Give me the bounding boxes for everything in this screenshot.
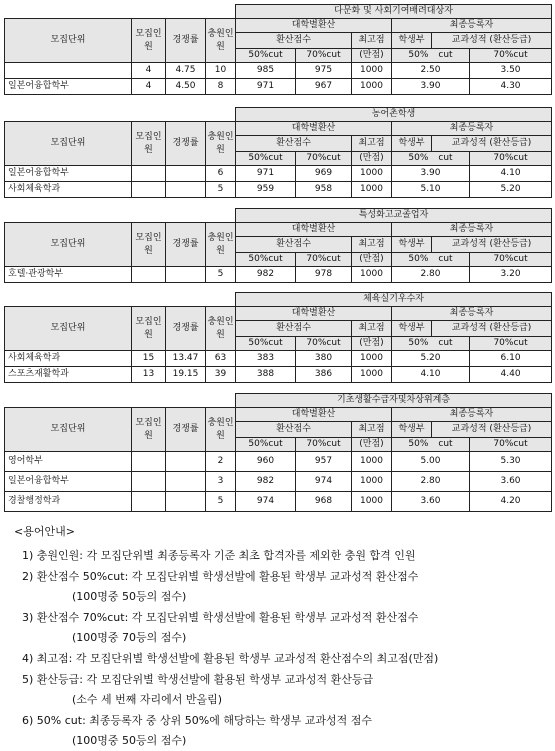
cell-extra: 10 bbox=[206, 63, 236, 79]
header-blank bbox=[5, 394, 236, 408]
cell-grade-70: 4.20 bbox=[470, 492, 552, 512]
col-s70: 70%cut bbox=[296, 337, 352, 351]
g50-label: 50% bbox=[408, 439, 429, 449]
col-max-unit: (만점) bbox=[352, 438, 392, 452]
cell-grade-50: 2.80 bbox=[392, 267, 470, 283]
admission-table-2 bbox=[4, 107, 551, 198]
terms-guide bbox=[14, 523, 544, 751]
cell-quota bbox=[132, 472, 166, 492]
cell-score-50: 974 bbox=[236, 492, 296, 512]
cell-extra: 5 bbox=[206, 182, 236, 198]
cell-grade-50: 2.80 bbox=[392, 472, 470, 492]
cell-unit: 사회체육학과 bbox=[5, 182, 132, 198]
col-ratio: 경쟁률 bbox=[166, 307, 206, 351]
g50-label: 50% bbox=[408, 254, 429, 264]
category-title: 농어촌학생 bbox=[236, 108, 552, 122]
col-s50: 50%cut bbox=[236, 438, 296, 452]
col-g50 bbox=[392, 438, 470, 452]
group-final: 최종등록자 bbox=[392, 307, 552, 321]
col-unit: 모집단위 bbox=[5, 122, 132, 166]
col-g50 bbox=[392, 337, 470, 351]
header-blank bbox=[5, 108, 236, 122]
table-row bbox=[5, 452, 552, 472]
col-grade: 교과성적 (환산등급) bbox=[432, 237, 552, 253]
g50-label: 50% bbox=[408, 338, 429, 348]
cell-max: 1000 bbox=[352, 182, 392, 198]
cell-unit: 호텔·관광학부 bbox=[5, 267, 132, 283]
guide-item-1: 1) 충원인원: 각 모집단위별 최종등록자 기준 최초 합격자를 제외한 충원 합격 인원 bbox=[22, 549, 416, 562]
cell-unit: 영어학부 bbox=[5, 452, 132, 472]
cell-score-50: 971 bbox=[236, 166, 296, 182]
col-g50 bbox=[392, 49, 470, 63]
cell-score-70: 968 bbox=[296, 492, 352, 512]
col-g50 bbox=[392, 253, 470, 267]
cell-max: 1000 bbox=[352, 351, 392, 367]
cell-max: 1000 bbox=[352, 79, 392, 95]
g50-cut-label: cut bbox=[438, 254, 453, 264]
col-unit: 모집단위 bbox=[5, 19, 132, 63]
col-quota: 모집인원 bbox=[132, 307, 166, 351]
guide-item-6: 6) 50% cut: 최종등록자 중 상위 50%에 해당하는 학생부 교과성적 점수 bbox=[22, 714, 372, 727]
cell-score-50: 982 bbox=[236, 472, 296, 492]
cell-score-50: 971 bbox=[236, 79, 296, 95]
admission-table-3 bbox=[4, 208, 551, 283]
cell-grade-70: 4.40 bbox=[470, 367, 552, 383]
header-blank bbox=[5, 5, 236, 19]
col-s70: 70%cut bbox=[296, 438, 352, 452]
cell-max: 1000 bbox=[352, 452, 392, 472]
category-title: 다문화 및 사회기여배려대상자 bbox=[236, 5, 552, 19]
cell-extra: 39 bbox=[206, 367, 236, 383]
cell-score-50: 982 bbox=[236, 267, 296, 283]
cell-max: 1000 bbox=[352, 472, 392, 492]
g50-cut-label: cut bbox=[438, 338, 453, 348]
guide-title: <용어안내> bbox=[14, 525, 75, 538]
col-g70: 70%cut bbox=[470, 438, 552, 452]
cell-score-70: 969 bbox=[296, 166, 352, 182]
cell-score-50: 959 bbox=[236, 182, 296, 198]
col-score: 환산점수 bbox=[236, 321, 352, 337]
col-student-record: 학생부 bbox=[392, 422, 432, 438]
cell-score-70: 978 bbox=[296, 267, 352, 283]
col-unit: 모집단위 bbox=[5, 307, 132, 351]
col-max-unit: (만점) bbox=[352, 49, 392, 63]
category-title: 기초생활수급자및차상위계층 bbox=[236, 394, 552, 408]
cell-grade-70: 3.60 bbox=[470, 472, 552, 492]
cell-grade-50: 5.10 bbox=[392, 182, 470, 198]
col-student-record: 학생부 bbox=[392, 321, 432, 337]
cell-quota bbox=[132, 452, 166, 472]
cell-unit: 사회체육학과 bbox=[5, 351, 132, 367]
group-conversion: 대학별환산 bbox=[236, 122, 392, 136]
col-extra: 충원인원 bbox=[206, 408, 236, 452]
cell-grade-70: 3.20 bbox=[470, 267, 552, 283]
header-blank bbox=[5, 293, 236, 307]
col-score: 환산점수 bbox=[236, 237, 352, 253]
cell-score-50: 383 bbox=[236, 351, 296, 367]
col-s50: 50%cut bbox=[236, 253, 296, 267]
group-conversion: 대학별환산 bbox=[236, 223, 392, 237]
cell-grade-50: 5.00 bbox=[392, 452, 470, 472]
cell-max: 1000 bbox=[352, 492, 392, 512]
col-max: 최고점 bbox=[352, 321, 392, 337]
cell-quota bbox=[132, 492, 166, 512]
cell-ratio bbox=[166, 472, 206, 492]
col-extra: 충원인원 bbox=[206, 307, 236, 351]
col-extra: 충원인원 bbox=[206, 122, 236, 166]
cell-extra: 5 bbox=[206, 492, 236, 512]
col-ratio: 경쟁률 bbox=[166, 223, 206, 267]
cell-score-70: 386 bbox=[296, 367, 352, 383]
cell-extra: 8 bbox=[206, 79, 236, 95]
admission-table-1 bbox=[4, 4, 551, 95]
cell-unit: 스포츠재활학과 bbox=[5, 367, 132, 383]
col-extra: 충원인원 bbox=[206, 223, 236, 267]
cell-extra: 63 bbox=[206, 351, 236, 367]
g50-cut-label: cut bbox=[438, 50, 453, 60]
cell-grade-50: 2.50 bbox=[392, 63, 470, 79]
guide-item-5-note: (소수 세 번째 자리에서 반올림) bbox=[72, 693, 223, 706]
col-unit: 모집단위 bbox=[5, 408, 132, 452]
admission-table-5 bbox=[4, 393, 551, 512]
table-row bbox=[5, 492, 552, 512]
cell-grade-50: 3.90 bbox=[392, 166, 470, 182]
guide-item-3: 3) 환산점수 70%cut: 각 모집단위별 학생선발에 활용된 학생부 교과성적 환산점수 bbox=[22, 611, 419, 624]
table-row bbox=[5, 267, 552, 283]
col-max-unit: (만점) bbox=[352, 253, 392, 267]
cell-ratio bbox=[166, 492, 206, 512]
col-g70: 70%cut bbox=[470, 253, 552, 267]
cell-quota: 4 bbox=[132, 63, 166, 79]
col-max: 최고점 bbox=[352, 237, 392, 253]
cell-max: 1000 bbox=[352, 367, 392, 383]
col-grade: 교과성적 (환산등급) bbox=[432, 321, 552, 337]
cell-unit: 일본어융합학부 bbox=[5, 472, 132, 492]
col-student-record: 학생부 bbox=[392, 237, 432, 253]
group-conversion: 대학별환산 bbox=[236, 408, 392, 422]
col-quota: 모집인원 bbox=[132, 19, 166, 63]
table-row bbox=[5, 472, 552, 492]
cell-quota bbox=[132, 182, 166, 198]
cell-unit: 경찰행정학과 bbox=[5, 492, 132, 512]
col-s70: 70%cut bbox=[296, 152, 352, 166]
cell-extra: 3 bbox=[206, 472, 236, 492]
col-grade: 교과성적 (환산등급) bbox=[432, 422, 552, 438]
cell-max: 1000 bbox=[352, 63, 392, 79]
table-row bbox=[5, 79, 552, 95]
cell-score-50: 985 bbox=[236, 63, 296, 79]
col-max-unit: (만점) bbox=[352, 337, 392, 351]
category-title: 특성화고교졸업자 bbox=[236, 209, 552, 223]
col-quota: 모집인원 bbox=[132, 122, 166, 166]
cell-grade-70: 4.30 bbox=[470, 79, 552, 95]
guide-item-2: 2) 환산점수 50%cut: 각 모집단위별 학생선발에 활용된 학생부 교과성적 환산점수 bbox=[22, 570, 419, 583]
g50-label: 50% bbox=[408, 153, 429, 163]
col-score: 환산점수 bbox=[236, 422, 352, 438]
cell-grade-70: 5.20 bbox=[470, 182, 552, 198]
admission-table-4 bbox=[4, 292, 551, 383]
group-final: 최종등록자 bbox=[392, 223, 552, 237]
col-quota: 모집인원 bbox=[132, 223, 166, 267]
table-row bbox=[5, 182, 552, 198]
cell-quota: 15 bbox=[132, 351, 166, 367]
cell-score-70: 974 bbox=[296, 472, 352, 492]
table-row bbox=[5, 166, 552, 182]
col-max-unit: (만점) bbox=[352, 152, 392, 166]
col-unit: 모집단위 bbox=[5, 223, 132, 267]
cell-score-70: 967 bbox=[296, 79, 352, 95]
col-g70: 70%cut bbox=[470, 337, 552, 351]
cell-extra: 5 bbox=[206, 267, 236, 283]
cell-score-70: 957 bbox=[296, 452, 352, 472]
cell-ratio: 4.50 bbox=[166, 79, 206, 95]
cell-grade-70: 4.10 bbox=[470, 166, 552, 182]
guide-item-5: 5) 환산등급: 각 모집단위별 학생선발에 활용된 학생부 교과성적 환산등급 bbox=[22, 673, 374, 686]
cell-ratio: 4.75 bbox=[166, 63, 206, 79]
cell-score-70: 975 bbox=[296, 63, 352, 79]
col-ratio: 경쟁률 bbox=[166, 122, 206, 166]
cell-grade-50: 4.10 bbox=[392, 367, 470, 383]
table-row bbox=[5, 367, 552, 383]
cell-quota: 13 bbox=[132, 367, 166, 383]
col-quota: 모집인원 bbox=[132, 408, 166, 452]
cell-quota: 4 bbox=[132, 79, 166, 95]
group-final: 최종등록자 bbox=[392, 408, 552, 422]
cell-ratio bbox=[166, 267, 206, 283]
col-s50: 50%cut bbox=[236, 337, 296, 351]
guide-item-2-note: (100명중 50등의 점수) bbox=[72, 590, 187, 603]
col-extra: 충원인원 bbox=[206, 19, 236, 63]
guide-item-3-note: (100명중 70등의 점수) bbox=[72, 631, 187, 644]
cell-grade-70: 3.50 bbox=[470, 63, 552, 79]
cell-ratio bbox=[166, 452, 206, 472]
cell-unit: 일본어융합학부 bbox=[5, 166, 132, 182]
table-row bbox=[5, 351, 552, 367]
col-ratio: 경쟁률 bbox=[166, 408, 206, 452]
col-s50: 50%cut bbox=[236, 49, 296, 63]
cell-score-70: 958 bbox=[296, 182, 352, 198]
category-title: 체육실기우수자 bbox=[236, 293, 552, 307]
group-conversion: 대학별환산 bbox=[236, 19, 392, 33]
cell-grade-70: 5.30 bbox=[470, 452, 552, 472]
col-grade: 교과성적 (환산등급) bbox=[432, 136, 552, 152]
col-g50 bbox=[392, 152, 470, 166]
cell-ratio: 13.47 bbox=[166, 351, 206, 367]
guide-item-6-note: (100명중 50등의 점수) bbox=[72, 734, 187, 747]
header-blank bbox=[5, 209, 236, 223]
cell-score-50: 960 bbox=[236, 452, 296, 472]
group-final: 최종등록자 bbox=[392, 19, 552, 33]
col-ratio: 경쟁률 bbox=[166, 19, 206, 63]
col-max: 최고점 bbox=[352, 422, 392, 438]
g50-label: 50% bbox=[408, 50, 429, 60]
cell-max: 1000 bbox=[352, 267, 392, 283]
cell-ratio: 19.15 bbox=[166, 367, 206, 383]
col-student-record: 학생부 bbox=[392, 33, 432, 49]
cell-quota bbox=[132, 166, 166, 182]
guide-item-4: 4) 최고점: 각 모집단위별 학생선발에 활용된 학생부 교과성적 환산점수의 최고점(만점) bbox=[22, 652, 439, 665]
cell-score-50: 388 bbox=[236, 367, 296, 383]
cell-extra: 6 bbox=[206, 166, 236, 182]
cell-extra: 2 bbox=[206, 452, 236, 472]
col-student-record: 학생부 bbox=[392, 136, 432, 152]
cell-grade-50: 3.90 bbox=[392, 79, 470, 95]
group-conversion: 대학별환산 bbox=[236, 307, 392, 321]
cell-unit bbox=[5, 63, 132, 79]
col-g70: 70%cut bbox=[470, 152, 552, 166]
col-score: 환산점수 bbox=[236, 33, 352, 49]
col-max: 최고점 bbox=[352, 33, 392, 49]
group-final: 최종등록자 bbox=[392, 122, 552, 136]
col-s70: 70%cut bbox=[296, 49, 352, 63]
col-s70: 70%cut bbox=[296, 253, 352, 267]
g50-cut-label: cut bbox=[438, 153, 453, 163]
col-grade: 교과성적 (환산등급) bbox=[432, 33, 552, 49]
g50-cut-label: cut bbox=[438, 439, 453, 449]
col-s50: 50%cut bbox=[236, 152, 296, 166]
cell-ratio bbox=[166, 182, 206, 198]
cell-grade-50: 5.20 bbox=[392, 351, 470, 367]
cell-grade-70: 6.10 bbox=[470, 351, 552, 367]
cell-unit: 일본어융합학부 bbox=[5, 79, 132, 95]
col-max: 최고점 bbox=[352, 136, 392, 152]
cell-max: 1000 bbox=[352, 166, 392, 182]
cell-ratio bbox=[166, 166, 206, 182]
col-score: 환산점수 bbox=[236, 136, 352, 152]
cell-score-70: 380 bbox=[296, 351, 352, 367]
col-g70: 70%cut bbox=[470, 49, 552, 63]
cell-quota bbox=[132, 267, 166, 283]
table-row bbox=[5, 63, 552, 79]
cell-grade-50: 3.60 bbox=[392, 492, 470, 512]
